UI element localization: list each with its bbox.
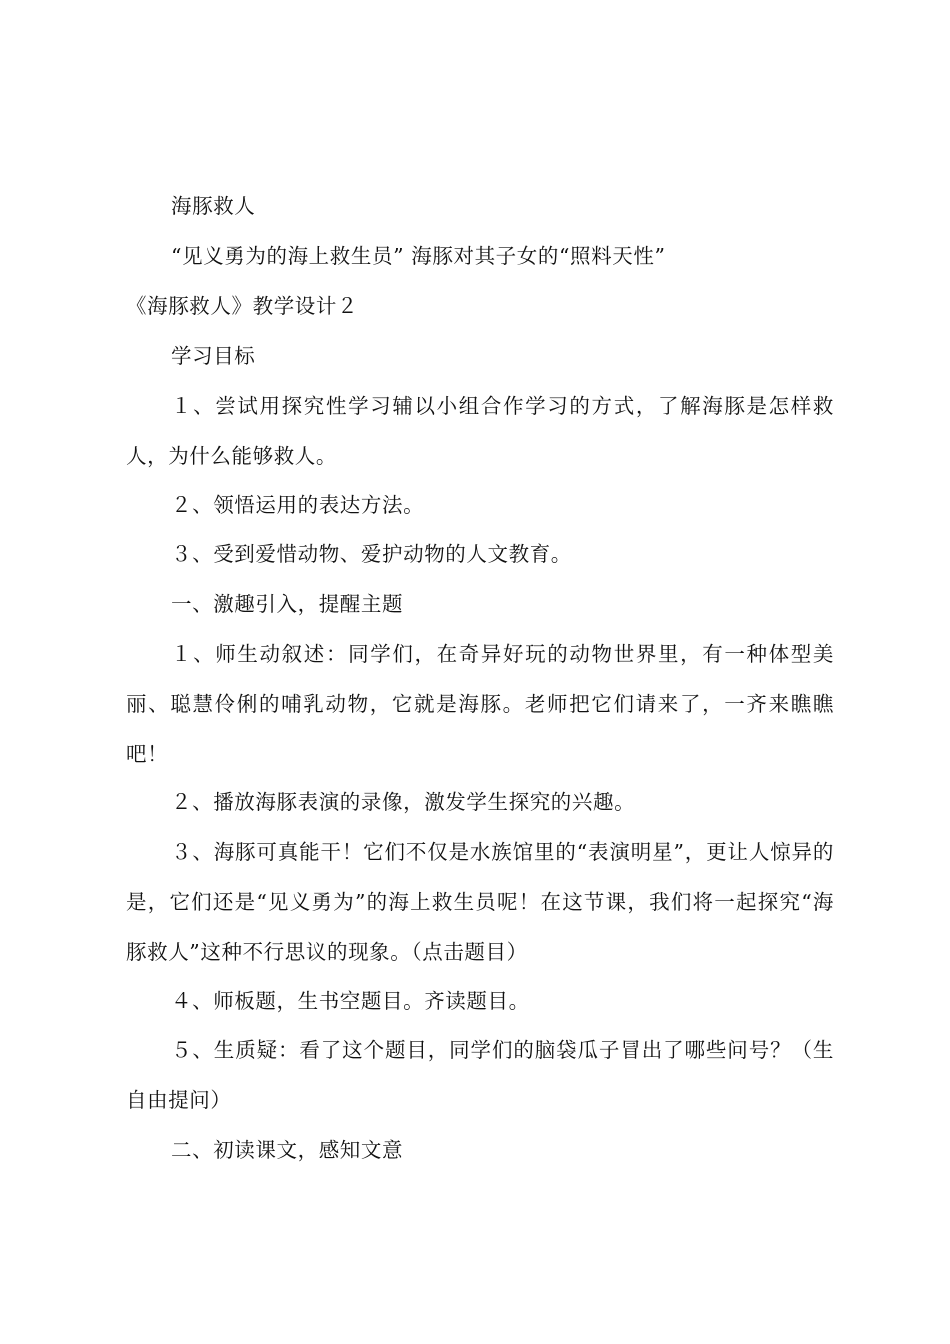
paragraph-10: ２、播放海豚表演的录像，激发学生探究的兴趣。 <box>171 790 636 814</box>
paragraph-1: 海豚救人 <box>171 194 256 218</box>
paragraph-3-heading: 《海豚救人》教学设计２ <box>126 294 359 318</box>
paragraph-9: １、师生动叙述：同学们，在奇异好玩的动物世界里，有一种体型美丽、聪慧伶俐的哺乳动物，它就是海豚。老师把它们请来了，一齐来瞧瞧吧！ <box>126 642 834 766</box>
paragraph-13: ５、生质疑：看了这个题目，同学们的脑袋瓜子冒出了哪些问号？（生自由提问） <box>126 1038 834 1112</box>
paragraph-2: “见义勇为的海上救生员” 海豚对其子女的“照料天性” <box>171 244 666 268</box>
paragraph-11: ３、海豚可真能干！它们不仅是水族馆里的“表演明星”，更让人惊异的是，它们还是“见义勇为”的海上救生员呢！在这节课，我们将一起探究“海豚救人”这种不行思议的现象。（点击题目） <box>126 840 834 964</box>
paragraph-14-heading: 二、初读课文，感知文意 <box>171 1138 404 1162</box>
paragraph-6: ２、领悟运用的表达方法。 <box>171 493 425 517</box>
paragraph-7: ３、受到爱惜动物、爱护动物的人文教育。 <box>171 542 572 566</box>
paragraph-8-heading: 一、激趣引入，提醒主题 <box>171 592 404 616</box>
paragraph-4-heading: 学习目标 <box>171 344 256 368</box>
paragraph-12: ４、师板题，生书空题目。齐读题目。 <box>171 989 530 1013</box>
paragraph-5: １、尝试用探究性学习辅以小组合作学习的方式，了解海豚是怎样救人，为什么能够救人。 <box>126 394 834 468</box>
